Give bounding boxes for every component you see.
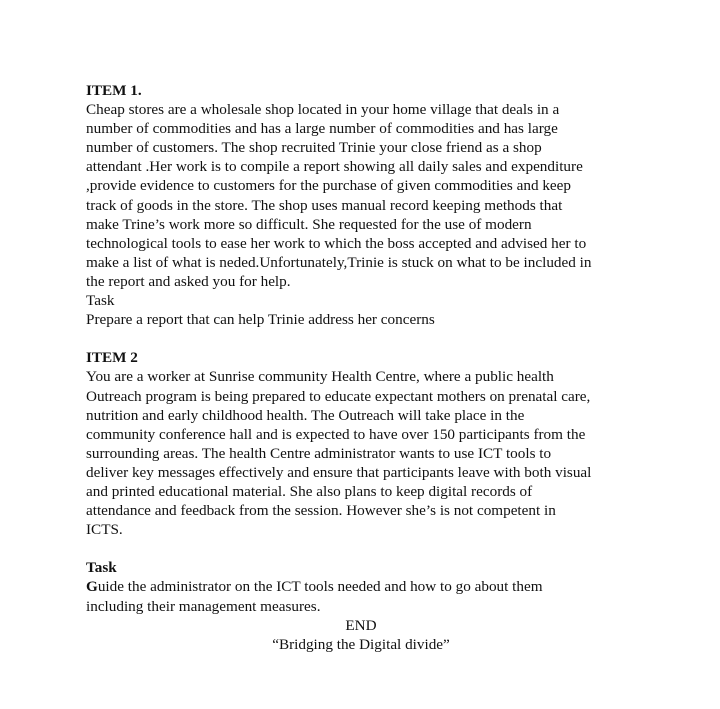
item1-heading: ITEM 1.	[86, 82, 142, 99]
item1-line: the report and asked you for help.	[86, 272, 291, 290]
item2-task-label: Task	[86, 559, 117, 577]
item1-line: number of customers. The shop recruited Trinie your close friend as a shop	[86, 139, 542, 157]
item2-task-line: including their management measures.	[86, 597, 321, 615]
motto: “Bridging the Digital divide”	[272, 635, 450, 653]
end-marker: END	[345, 616, 377, 634]
item2-line: deliver key messages effectively and ensure that participants leave with both visual	[86, 463, 592, 481]
item2-line: You are a worker at Sunrise community Health Centre, where a public health	[86, 368, 554, 386]
item1-line: make Trine’s work more so difficult. She requested for the use of modern	[86, 215, 532, 233]
item2-task-line-rest: uide the administrator on the ICT tools needed and how to go about them	[97, 578, 543, 596]
item1-line: technological tools to ease her work to which the boss accepted and advised her to	[86, 234, 587, 252]
item2-line: surrounding areas. The health Centre administrator wants to use ICT tools to	[86, 444, 552, 462]
item1-line: make a list of what is neded.Unfortunately,Trinie is stuck on what to be included in	[86, 253, 592, 271]
item2-line: ICTS.	[86, 521, 123, 539]
item1-task-text: Prepare a report that can help Trinie address her concerns	[86, 311, 435, 329]
item2-line: nutrition and early childhood health. The Outreach will take place in the	[86, 406, 525, 424]
item1-body	[86, 100, 686, 291]
item2-task-line	[86, 577, 686, 596]
item2-line: community conference hall and is expected to have over 150 participants from the	[86, 425, 586, 443]
item1-line: Cheap stores are a wholesale shop located in your home village that deals in a	[86, 101, 560, 119]
item2-line: attendance and feedback from the session. However she’s is not competent in	[86, 502, 556, 520]
item1-line: number of commodities and has a large number of commodities and has large	[86, 120, 558, 138]
document-page	[86, 81, 686, 654]
spacer	[86, 539, 686, 558]
item2-heading: ITEM 2	[86, 349, 138, 367]
item1-task-label: Task	[86, 292, 115, 310]
item2-line: Outreach program is being prepared to educate expectant mothers on prenatal care,	[86, 387, 591, 405]
item2-line: and printed educational material. She also plans to keep digital records of	[86, 482, 533, 500]
spacer	[86, 329, 686, 348]
item2-body	[86, 367, 686, 539]
item1-line: attendant .Her work is to compile a report showing all daily sales and expenditure	[86, 158, 583, 176]
item2-task-first-letter: G	[86, 578, 98, 596]
item1-line: track of goods in the store. The shop uses manual record keeping methods that	[86, 196, 563, 214]
item1-line: ,provide evidence to customers for the purchase of given commodities and keep	[86, 177, 571, 195]
